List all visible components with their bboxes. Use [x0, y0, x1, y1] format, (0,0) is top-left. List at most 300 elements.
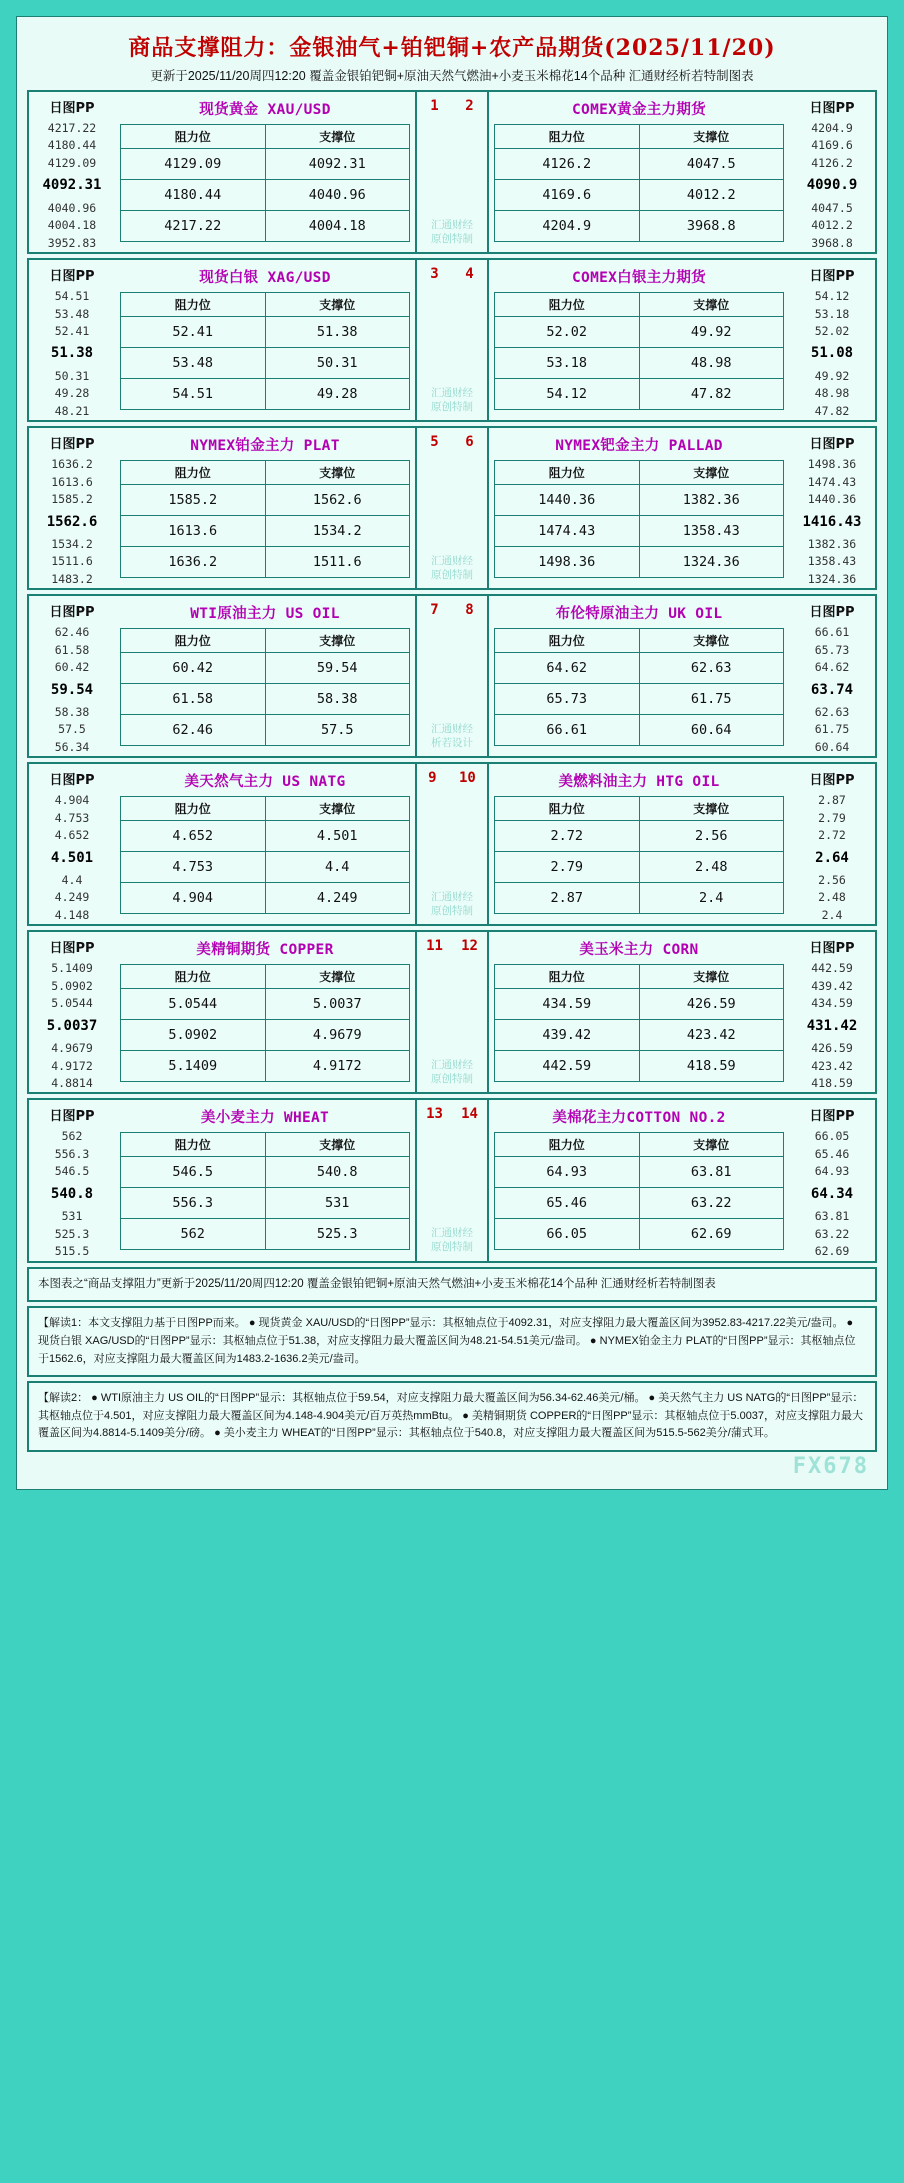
pivot-side-column — [29, 596, 115, 756]
block-row — [29, 932, 875, 1092]
levels-table — [120, 292, 410, 410]
pp-level-value: 4.652 — [54, 828, 90, 843]
resistance-value: 61.58 — [121, 684, 266, 715]
pivot-value: 64.34 — [810, 1185, 854, 1202]
pp-level-value: 52.02 — [814, 324, 850, 339]
instrument-block — [27, 90, 877, 254]
pp-level-value: 426.59 — [811, 1041, 853, 1056]
table-row — [495, 180, 784, 211]
pivot-value: 1562.6 — [46, 513, 98, 530]
resistance-value: 5.0902 — [121, 1020, 266, 1051]
support-header: 支撑位 — [639, 293, 784, 317]
pivot-side-column — [29, 1100, 115, 1260]
pp-level-value: 58.38 — [54, 704, 90, 719]
index-left: 7 — [430, 602, 439, 619]
levels-table — [494, 1132, 784, 1250]
table-row — [121, 684, 410, 715]
support-value: 49.28 — [265, 379, 410, 410]
table-row — [495, 1051, 784, 1082]
resistance-value: 4.652 — [121, 821, 266, 852]
pp-header: 日图PP — [809, 101, 855, 116]
support-value: 4012.2 — [639, 180, 784, 211]
levels-table — [494, 124, 784, 242]
instrument-name: 美燃料油主力 HTG OIL — [558, 774, 720, 791]
pp-header: 日图PP — [49, 437, 95, 453]
pp-level-value: 3952.83 — [47, 235, 97, 250]
table-row — [121, 715, 410, 746]
support-value: 4.249 — [265, 883, 410, 914]
index-center-column — [415, 260, 489, 420]
resistance-value: 64.93 — [495, 1157, 640, 1188]
pp-header: 日图PP — [809, 773, 855, 789]
pp-level-value: 5.1409 — [51, 961, 93, 976]
support-value: 4004.18 — [265, 211, 410, 242]
resistance-header: 阻力位 — [495, 629, 640, 653]
pp-level-value: 515.5 — [54, 1244, 90, 1259]
table-row — [495, 348, 784, 379]
pp-level-value: 4.148 — [54, 907, 90, 922]
instrument-block — [27, 930, 877, 1094]
levels-table — [120, 964, 410, 1082]
pp-level-value: 60.64 — [814, 739, 850, 754]
table-row — [121, 317, 410, 348]
pp-level-value: 53.48 — [54, 306, 90, 321]
instrument-name: COMEX黄金主力期货 — [572, 102, 706, 118]
pp-level-value: 1511.6 — [51, 554, 93, 569]
table-row — [495, 317, 784, 348]
table-row — [121, 485, 410, 516]
instrument-block — [27, 1098, 877, 1262]
table-row — [495, 684, 784, 715]
pivot-side-column — [789, 92, 875, 252]
instrument-panel — [115, 932, 415, 1092]
support-value: 4040.96 — [265, 180, 410, 211]
resistance-value: 2.79 — [495, 852, 640, 883]
support-value: 48.98 — [639, 348, 784, 379]
levels-table — [494, 796, 784, 914]
support-value: 525.3 — [265, 1219, 410, 1250]
levels-table — [494, 628, 784, 746]
resistance-value: 4169.6 — [495, 180, 640, 211]
pp-level-value: 1324.36 — [807, 571, 857, 586]
watermark-text: 汇通财经 原创特制 — [431, 386, 473, 413]
instrument-name: 布伦特原油主力 UK OIL — [555, 606, 723, 623]
index-left: 5 — [430, 434, 439, 451]
support-value: 2.56 — [639, 821, 784, 852]
pp-level-value: 4.8814 — [51, 1076, 93, 1090]
pp-level-value: 1483.2 — [51, 571, 93, 586]
index-right: 6 — [465, 434, 474, 451]
index-center-column — [415, 428, 489, 588]
pivot-side-column — [29, 764, 115, 924]
pp-level-value: 54.12 — [814, 289, 850, 304]
index-pair — [417, 596, 487, 618]
index-center-column — [415, 932, 489, 1092]
pivot-side-column — [789, 260, 875, 420]
pp-level-value: 4217.22 — [47, 121, 97, 135]
pp-level-value: 4040.96 — [47, 200, 97, 215]
pivot-value: 2.64 — [815, 849, 849, 866]
support-value: 62.69 — [639, 1219, 784, 1250]
resistance-header: 阻力位 — [121, 125, 266, 149]
block-row — [29, 260, 875, 420]
pp-level-value: 63.81 — [814, 1209, 850, 1224]
index-pair — [417, 1100, 487, 1122]
watermark-text: 汇通财经 原创特制 — [431, 1227, 473, 1254]
instrument-panel — [115, 764, 415, 924]
table-row — [121, 1188, 410, 1219]
support-value: 2.48 — [639, 852, 784, 883]
support-header: 支撑位 — [265, 461, 410, 485]
resistance-value: 66.61 — [495, 715, 640, 746]
pp-level-value: 63.22 — [814, 1226, 850, 1241]
pp-level-value: 49.92 — [814, 368, 850, 383]
index-pair — [417, 764, 487, 786]
support-value: 49.92 — [639, 317, 784, 348]
pp-level-value: 439.42 — [811, 978, 853, 993]
support-header: 支撑位 — [265, 1133, 410, 1157]
support-value: 4.9172 — [265, 1051, 410, 1082]
support-value: 1562.6 — [265, 485, 410, 516]
index-center-column — [415, 764, 489, 924]
resistance-header: 阻力位 — [495, 1133, 640, 1157]
pivot-side-column — [29, 428, 115, 588]
pivot-side-column — [29, 260, 115, 420]
resistance-value: 4126.2 — [495, 149, 640, 180]
resistance-header: 阻力位 — [121, 293, 266, 317]
resistance-value: 1613.6 — [121, 516, 266, 547]
resistance-value: 1498.36 — [495, 547, 640, 578]
resistance-value: 65.46 — [495, 1188, 640, 1219]
table-row — [495, 821, 784, 852]
support-value: 4092.31 — [265, 149, 410, 180]
instrument-name: NYMEX钯金主力 PALLAD — [555, 438, 723, 455]
pp-level-value: 53.18 — [814, 306, 850, 321]
support-value: 426.59 — [639, 989, 784, 1020]
support-value: 1324.36 — [639, 547, 784, 578]
table-row — [495, 1157, 784, 1188]
table-row — [495, 1219, 784, 1250]
pp-header: 日图PP — [49, 941, 95, 957]
resistance-value: 5.0544 — [121, 989, 266, 1020]
pp-level-value: 61.58 — [54, 642, 90, 657]
pp-level-value: 4.249 — [54, 890, 90, 905]
support-value: 531 — [265, 1188, 410, 1219]
pp-level-value: 4004.18 — [47, 218, 97, 233]
pivot-value: 4090.9 — [806, 177, 858, 194]
resistance-value: 562 — [121, 1219, 266, 1250]
pp-level-value: 1534.2 — [51, 536, 93, 551]
support-value: 60.64 — [639, 715, 784, 746]
support-header: 支撑位 — [639, 461, 784, 485]
support-header: 支撑位 — [639, 965, 784, 989]
support-value: 1511.6 — [265, 547, 410, 578]
table-row — [495, 883, 784, 914]
table-row — [121, 149, 410, 180]
resistance-value: 5.1409 — [121, 1051, 266, 1082]
pp-level-value: 546.5 — [54, 1164, 90, 1179]
pp-level-value: 49.28 — [54, 386, 90, 401]
block-row — [29, 92, 875, 252]
instrument-name: WTI原油主力 US OIL — [190, 606, 340, 623]
pp-level-value: 423.42 — [811, 1058, 853, 1073]
table-row — [495, 211, 784, 242]
resistance-header: 阻力位 — [121, 797, 266, 821]
resistance-value: 1474.43 — [495, 516, 640, 547]
support-value: 59.54 — [265, 653, 410, 684]
resistance-header: 阻力位 — [495, 293, 640, 317]
pp-level-value: 2.56 — [818, 872, 846, 887]
pp-level-value: 1474.43 — [807, 474, 857, 489]
pp-level-value: 1498.36 — [807, 457, 857, 472]
pp-level-value: 418.59 — [811, 1076, 853, 1090]
report-sheet — [16, 16, 888, 1490]
index-left: 13 — [426, 1106, 443, 1123]
table-row — [121, 516, 410, 547]
index-right: 4 — [465, 266, 474, 283]
instrument-name: COMEX白银主力期货 — [572, 270, 706, 287]
resistance-value: 2.72 — [495, 821, 640, 852]
instrument-block — [27, 426, 877, 590]
pp-level-value: 65.73 — [814, 642, 850, 657]
page-subtitle: 更新于2025/11/20周四12:20 覆盖金银铂钯铜+原油天然气燃油+小麦玉米棉花14个品种 汇通财经析若特制图表 — [150, 69, 754, 83]
pp-level-value: 1585.2 — [51, 492, 93, 507]
block-row — [29, 1100, 875, 1260]
support-value: 1358.43 — [639, 516, 784, 547]
index-left: 1 — [430, 98, 439, 114]
watermark-text: 汇通财经 原创特制 — [431, 1059, 473, 1086]
pp-level-value: 4.9679 — [51, 1041, 93, 1056]
resistance-header: 阻力位 — [121, 629, 266, 653]
table-row — [495, 547, 784, 578]
support-value: 4.9679 — [265, 1020, 410, 1051]
pivot-value: 63.74 — [810, 681, 854, 698]
resistance-header: 阻力位 — [495, 125, 640, 149]
resistance-value: 442.59 — [495, 1051, 640, 1082]
resistance-value: 4180.44 — [121, 180, 266, 211]
instrument-name: 现货白银 XAG/USD — [199, 270, 331, 287]
pp-level-value: 62.69 — [814, 1244, 850, 1259]
index-left: 11 — [426, 938, 443, 955]
support-value: 418.59 — [639, 1051, 784, 1082]
table-row — [495, 379, 784, 410]
levels-table — [494, 292, 784, 410]
support-value: 50.31 — [265, 348, 410, 379]
resistance-header: 阻力位 — [495, 461, 640, 485]
pp-level-value: 62.63 — [814, 704, 850, 719]
pp-level-value: 62.46 — [54, 625, 90, 640]
instrument-block — [27, 762, 877, 926]
pivot-value: 431.42 — [806, 1017, 858, 1034]
pp-level-value: 556.3 — [54, 1146, 90, 1161]
levels-table — [120, 628, 410, 746]
pp-level-value: 5.0544 — [51, 996, 93, 1011]
pivot-value: 1416.43 — [802, 513, 862, 530]
table-row — [495, 653, 784, 684]
support-header: 支撑位 — [639, 629, 784, 653]
resistance-value: 556.3 — [121, 1188, 266, 1219]
resistance-value: 4.753 — [121, 852, 266, 883]
instrument-panel — [115, 92, 415, 252]
levels-table — [494, 460, 784, 578]
support-value: 5.0037 — [265, 989, 410, 1020]
pp-level-value: 4126.2 — [811, 155, 853, 170]
resistance-value: 4217.22 — [121, 211, 266, 242]
pp-header: 日图PP — [809, 437, 855, 453]
table-row — [495, 149, 784, 180]
table-row — [121, 1219, 410, 1250]
pivot-side-column — [29, 92, 115, 252]
resistance-header: 阻力位 — [121, 965, 266, 989]
instrument-panel — [489, 260, 789, 420]
instrument-block — [27, 594, 877, 758]
pp-header: 日图PP — [49, 101, 95, 116]
pivot-side-column — [789, 1100, 875, 1260]
table-row — [495, 1020, 784, 1051]
pp-level-value: 2.87 — [818, 793, 846, 808]
table-row — [121, 852, 410, 883]
pp-level-value: 562 — [61, 1129, 83, 1144]
table-row — [121, 379, 410, 410]
resistance-header: 阻力位 — [495, 965, 640, 989]
footer-note-1: 【解读1：本文支撑阻力基于日图PP而来。 ● 现货黄金 XAU/USD的“日图PP”显示：其枢轴点位于4092.31，对应支撑阻力最大覆盖区间为3952.83-4217.22美元/盎司。 ● 现货白银 XAG/USD的“日图PP”显示：其枢轴点位于51.38，对应支撑阻力最大覆盖区间为48.21-54.51美元/盎司。 ● NYMEX铂金主力 PLAT的“日图PP”显示：其枢轴点位于1562.6，对应支撑阻力最大覆盖区间为1483.2-1636.2美元/盎司。 — [27, 1306, 877, 1377]
support-value: 540.8 — [265, 1157, 410, 1188]
pivot-value: 51.38 — [50, 345, 94, 362]
table-row — [121, 1051, 410, 1082]
table-row — [121, 547, 410, 578]
support-value: 3968.8 — [639, 211, 784, 242]
resistance-value: 4.904 — [121, 883, 266, 914]
levels-table — [120, 124, 410, 242]
support-value: 2.4 — [639, 883, 784, 914]
pivot-value: 540.8 — [50, 1185, 94, 1202]
pp-level-value: 4204.9 — [811, 121, 853, 135]
resistance-header: 阻力位 — [495, 797, 640, 821]
watermark-text: 汇通财经 原创特制 — [431, 891, 473, 918]
pp-level-value: 4180.44 — [47, 138, 97, 153]
footer-summary: 本图表之“商品支撑阻力”更新于2025/11/20周四12:20 覆盖金银铂钯铜+原油天然气燃油+小麦玉米棉花14个品种 汇通财经析若特制图表 — [27, 1267, 877, 1303]
block-row — [29, 764, 875, 924]
instrument-panel — [115, 428, 415, 588]
support-value: 58.38 — [265, 684, 410, 715]
pp-level-value: 54.51 — [54, 289, 90, 304]
support-header: 支撑位 — [639, 125, 784, 149]
support-value: 1534.2 — [265, 516, 410, 547]
pp-level-value: 64.62 — [814, 660, 850, 675]
levels-table — [120, 796, 410, 914]
pp-level-value: 50.31 — [54, 368, 90, 383]
instrument-name: 美棉花主力COTTON NO.2 — [552, 1110, 726, 1127]
support-value: 47.82 — [639, 379, 784, 410]
support-value: 63.81 — [639, 1157, 784, 1188]
instrument-name: 现货黄金 XAU/USD — [199, 102, 331, 118]
index-pair — [417, 932, 487, 954]
support-value: 57.5 — [265, 715, 410, 746]
pp-level-value: 4169.6 — [811, 138, 853, 153]
support-value: 423.42 — [639, 1020, 784, 1051]
pivot-side-column — [789, 428, 875, 588]
resistance-value: 66.05 — [495, 1219, 640, 1250]
page-title: 商品支撑阻力：金银油气+铂钯铜+农产品期货(2025/11/20) — [128, 35, 776, 61]
levels-table — [120, 460, 410, 578]
watermark-text: 汇通财经 析若设计 — [431, 722, 473, 750]
pivot-value: 5.0037 — [46, 1017, 98, 1034]
table-row — [495, 516, 784, 547]
pp-level-value: 1358.43 — [807, 554, 857, 569]
pp-header: 日图PP — [49, 1109, 95, 1125]
resistance-value: 52.41 — [121, 317, 266, 348]
pp-level-value: 1613.6 — [51, 474, 93, 489]
index-right: 10 — [458, 770, 476, 787]
table-row — [121, 653, 410, 684]
support-value: 4.4 — [265, 852, 410, 883]
pp-level-value: 61.75 — [814, 722, 850, 737]
pp-level-value: 525.3 — [54, 1226, 90, 1241]
support-header: 支撑位 — [265, 965, 410, 989]
pp-level-value: 64.93 — [814, 1164, 850, 1179]
pp-level-value: 65.46 — [814, 1146, 850, 1161]
pp-level-value: 66.61 — [814, 625, 850, 640]
index-center-column — [415, 92, 489, 252]
pp-level-value: 1382.36 — [807, 536, 857, 551]
support-value: 1382.36 — [639, 485, 784, 516]
pivot-side-column — [789, 596, 875, 756]
support-value: 4.501 — [265, 821, 410, 852]
resistance-value: 4129.09 — [121, 149, 266, 180]
pp-level-value: 4.4 — [61, 872, 83, 887]
resistance-value: 1636.2 — [121, 547, 266, 578]
table-row — [121, 211, 410, 242]
instrument-panel — [489, 764, 789, 924]
index-center-column — [415, 596, 489, 756]
resistance-value: 52.02 — [495, 317, 640, 348]
table-row — [495, 1188, 784, 1219]
index-right: 12 — [461, 938, 478, 955]
pp-level-value: 2.4 — [821, 907, 843, 922]
pp-header: 日图PP — [809, 269, 855, 285]
instrument-name: 美玉米主力 CORN — [579, 942, 699, 959]
table-row — [121, 1157, 410, 1188]
levels-table — [120, 1132, 410, 1250]
pp-level-value: 4047.5 — [811, 200, 853, 215]
table-row — [121, 989, 410, 1020]
resistance-value: 53.18 — [495, 348, 640, 379]
table-row — [495, 852, 784, 883]
pivot-side-column — [789, 764, 875, 924]
instrument-panel — [489, 1100, 789, 1260]
pp-level-value: 56.34 — [54, 739, 90, 754]
pp-level-value: 4.9172 — [51, 1058, 93, 1073]
pivot-side-column — [789, 932, 875, 1092]
pivot-side-column — [29, 932, 115, 1092]
support-value: 51.38 — [265, 317, 410, 348]
support-header: 支撑位 — [265, 293, 410, 317]
pivot-value: 51.08 — [810, 345, 854, 362]
resistance-value: 54.51 — [121, 379, 266, 410]
instrument-panel — [115, 260, 415, 420]
pp-level-value: 4.753 — [54, 810, 90, 825]
resistance-value: 439.42 — [495, 1020, 640, 1051]
resistance-value: 546.5 — [121, 1157, 266, 1188]
index-right: 14 — [461, 1106, 478, 1123]
watermark-text: 汇通财经 原创特制 — [431, 554, 473, 582]
pp-level-value: 48.98 — [814, 386, 850, 401]
block-row — [29, 428, 875, 588]
pp-level-value: 2.79 — [818, 810, 846, 825]
support-header: 支撑位 — [265, 629, 410, 653]
resistance-value: 65.73 — [495, 684, 640, 715]
resistance-value: 54.12 — [495, 379, 640, 410]
